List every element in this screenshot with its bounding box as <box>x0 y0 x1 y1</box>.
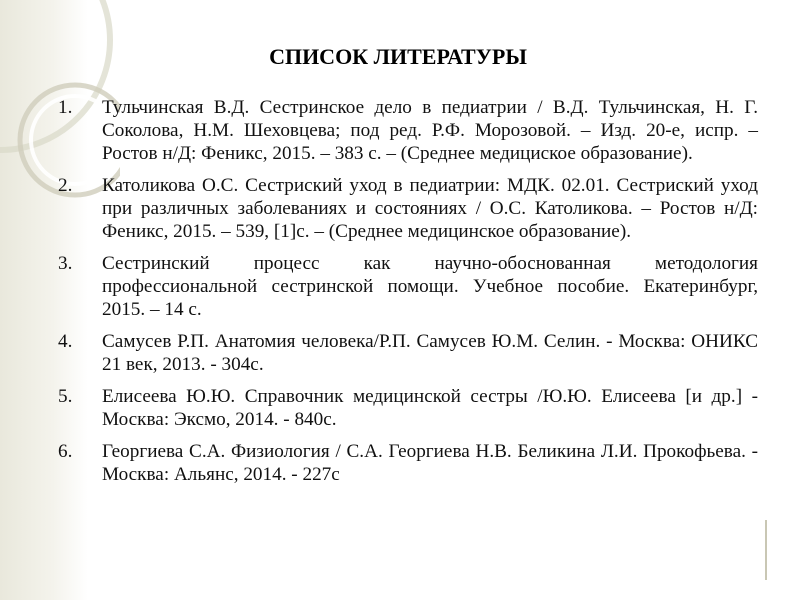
list-item <box>58 96 758 165</box>
reference-text: Католикова О.С. Сестриский уход в педиатрии: МДК. 02.01. Сестриский уход при различных заболеваниях и состояниях / О.С. Католикова. – Ростов н/Д: Феникс, 2015. – 539, [1]с. – (Среднее медицинское образование). <box>102 175 758 242</box>
list-item <box>58 174 758 243</box>
reference-number: 4. <box>58 331 73 352</box>
page-title <box>0 44 800 70</box>
reference-list <box>58 96 758 495</box>
reference-text: Самусев Р.П. Анатомия человека/Р.П. Самусев Ю.М. Селин. - Москва: ОНИКС 21 век, 2013. - 304с. <box>102 331 758 375</box>
page-title-text: СПИСОК ЛИТЕРАТУРЫ <box>269 44 527 69</box>
reference-number: 6. <box>58 441 73 462</box>
reference-text: Тульчинская В.Д. Сестринское дело в педиатрии / В.Д. Тульчинская, Н. Г. Соколова, Н.М. Шеховцева; под ред. Р.Ф. Морозовой. – Изд. 20-е, испр. – Ростов н/Д: Феникс, 2015. – 383 с. – (Среднее медициское образование). <box>102 97 758 164</box>
reference-text: Георгиева С.А. Физиология / С.А. Георгиева Н.В. Беликина Л.И. Прокофьева. - Москва: Альянс, 2014. - 227с <box>102 441 758 485</box>
reference-number: 5. <box>58 386 73 407</box>
reference-number: 2. <box>58 175 73 196</box>
list-item <box>58 330 758 376</box>
reference-number: 1. <box>58 97 73 118</box>
list-item <box>58 252 758 321</box>
reference-number: 3. <box>58 253 73 274</box>
reference-text: Сестринский процесс как научно-обоснованная методология профессиональной сестринской помощи. Учебное пособие. Екатеринбург, 2015. – 14 с. <box>102 253 758 320</box>
reference-text: Елисеева Ю.Ю. Справочник медицинской сестры /Ю.Ю. Елисеева [и др.] - Москва: Эксмо, 2014. - 840с. <box>102 386 758 430</box>
decorative-line-icon <box>756 520 776 580</box>
list-item <box>58 385 758 431</box>
list-item <box>58 440 758 486</box>
